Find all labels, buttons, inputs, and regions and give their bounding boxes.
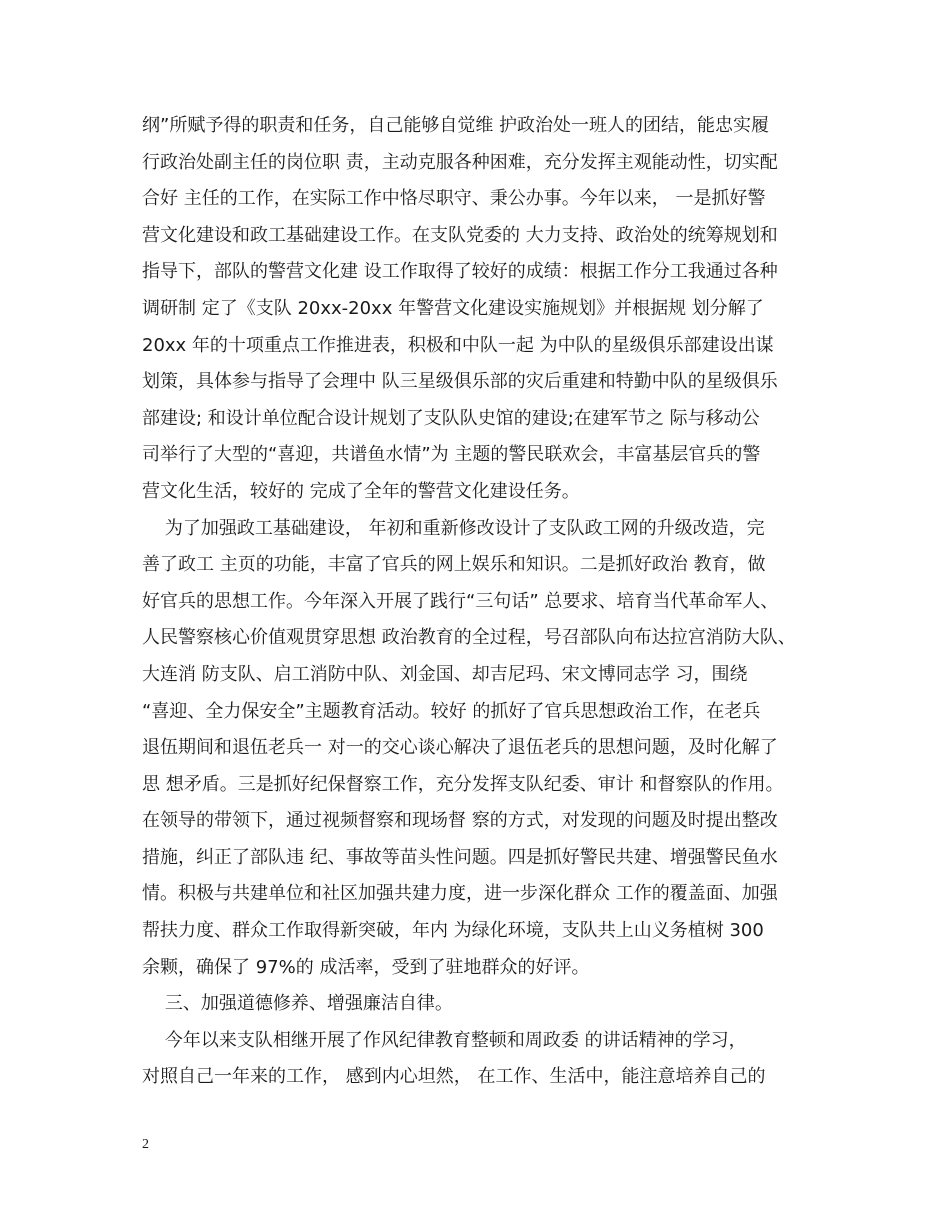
text-line: 好官兵的思想工作。今年深入开展了践行“三句话” 总要求、培育当代革命军人、: [142, 590, 779, 612]
text-line: 为了加强政工基础建设， 年初和重新修改设计了支队政工网的升级改造，完: [142, 517, 765, 539]
text-line: “喜迎、全力保安全”主题教育活动。较好 的抓好了官兵思想政治工作，在老兵: [142, 700, 761, 722]
text-line: 人民警察核心价值观贯穿思想 政治教育的全过程，号召部队向布达拉宫消防大队、: [142, 627, 796, 649]
text-line: 司举行了大型的“喜迎，共谱鱼水情”为 主题的警民联欢会，丰富基层官兵的警: [142, 444, 761, 466]
text-line: 营文化生活，较好的 完成了全年的警营文化建设任务。: [142, 480, 580, 502]
text-line: 措施，纠正了部队违 纪、事故等苗头性问题。四是抓好警民共建、增强警民鱼水: [142, 846, 778, 868]
text-line: 调研制 定了《支队 20xx-20xx 年警营文化建设实施规划》并根据规 划分解了: [142, 297, 764, 319]
text-line: 对照自己一年来的工作， 感到内心坦然， 在工作、生活中，能注意培养自己的: [142, 1066, 766, 1088]
text-line: 合好 主任的工作，在实际工作中恪尽职守、秉公办事。今年以来， 一是抓好警: [142, 188, 766, 210]
text-line: 思 想矛盾。三是抓好纪保督察工作，充分发挥支队纪委、审计 和督察队的作用。: [142, 773, 784, 795]
text-line: 营文化建设和政工基础建设工作。在支队党委的 大力支持、政治处的统筹规划和: [142, 224, 778, 246]
text-line: 20xx 年的十项重点工作推进表，积极和中队一起 为中队的星级俱乐部建设出谋: [142, 334, 774, 356]
text-line: 部建设; 和设计单位配合设计规划了支队队史馆的建设;在建军节之 际与移动公: [142, 407, 760, 429]
text-line: 行政治处副主任的岗位职 责，主动克服各种困难，充分发挥主观能动性，切实配: [142, 151, 778, 173]
text-line: 帮扶力度、群众工作取得新突破，年内 为绿化环境，支队共上山义务植树 300: [142, 920, 764, 942]
text-line: 划策，具体参与指导了会理中 队三星级俱乐部的灾后重建和特勤中队的星级俱乐: [142, 371, 778, 393]
text-line: 情。积极与共建单位和社区加强共建力度，进一步深化群众 工作的覆盖面、加强: [142, 883, 778, 905]
text-line: 退伍期间和退伍老兵一 对一的交心谈心解决了退伍老兵的思想问题，及时化解了: [142, 737, 778, 759]
text-line: 大连消 防支队、启工消防中队、刘金国、却吉尼玛、宋文博同志学 习，围绕: [142, 663, 748, 685]
text-line: 指导下，部队的警营文化建 设工作取得了较好的成绩：根据工作分工我通过各种: [142, 261, 778, 283]
text-line: 三、加强道德修养、增强廉洁自律。: [142, 993, 453, 1015]
text-line: 善了政工 主页的功能，丰富了官兵的网上娱乐和知识。二是抓好政治 教育，做: [142, 554, 766, 576]
text-line: 在领导的带领下，通过视频督察和现场督 察的方式，对发现的问题及时提出整改: [142, 810, 778, 832]
text-line: 今年以来支队相继开展了作风纪律教育整顿和周政委 的讲话精神的学习，: [142, 1029, 747, 1051]
body-text: [142, 108, 812, 1096]
text-line: 余颗，确保了 97%的 成活率，受到了驻地群众的好评。: [142, 956, 590, 978]
text-line: 纲”所赋予得的职责和任务，自己能够自觉维 护政治处一班人的团结，能忠实履: [142, 115, 770, 136]
page-number: 2: [142, 1137, 149, 1152]
